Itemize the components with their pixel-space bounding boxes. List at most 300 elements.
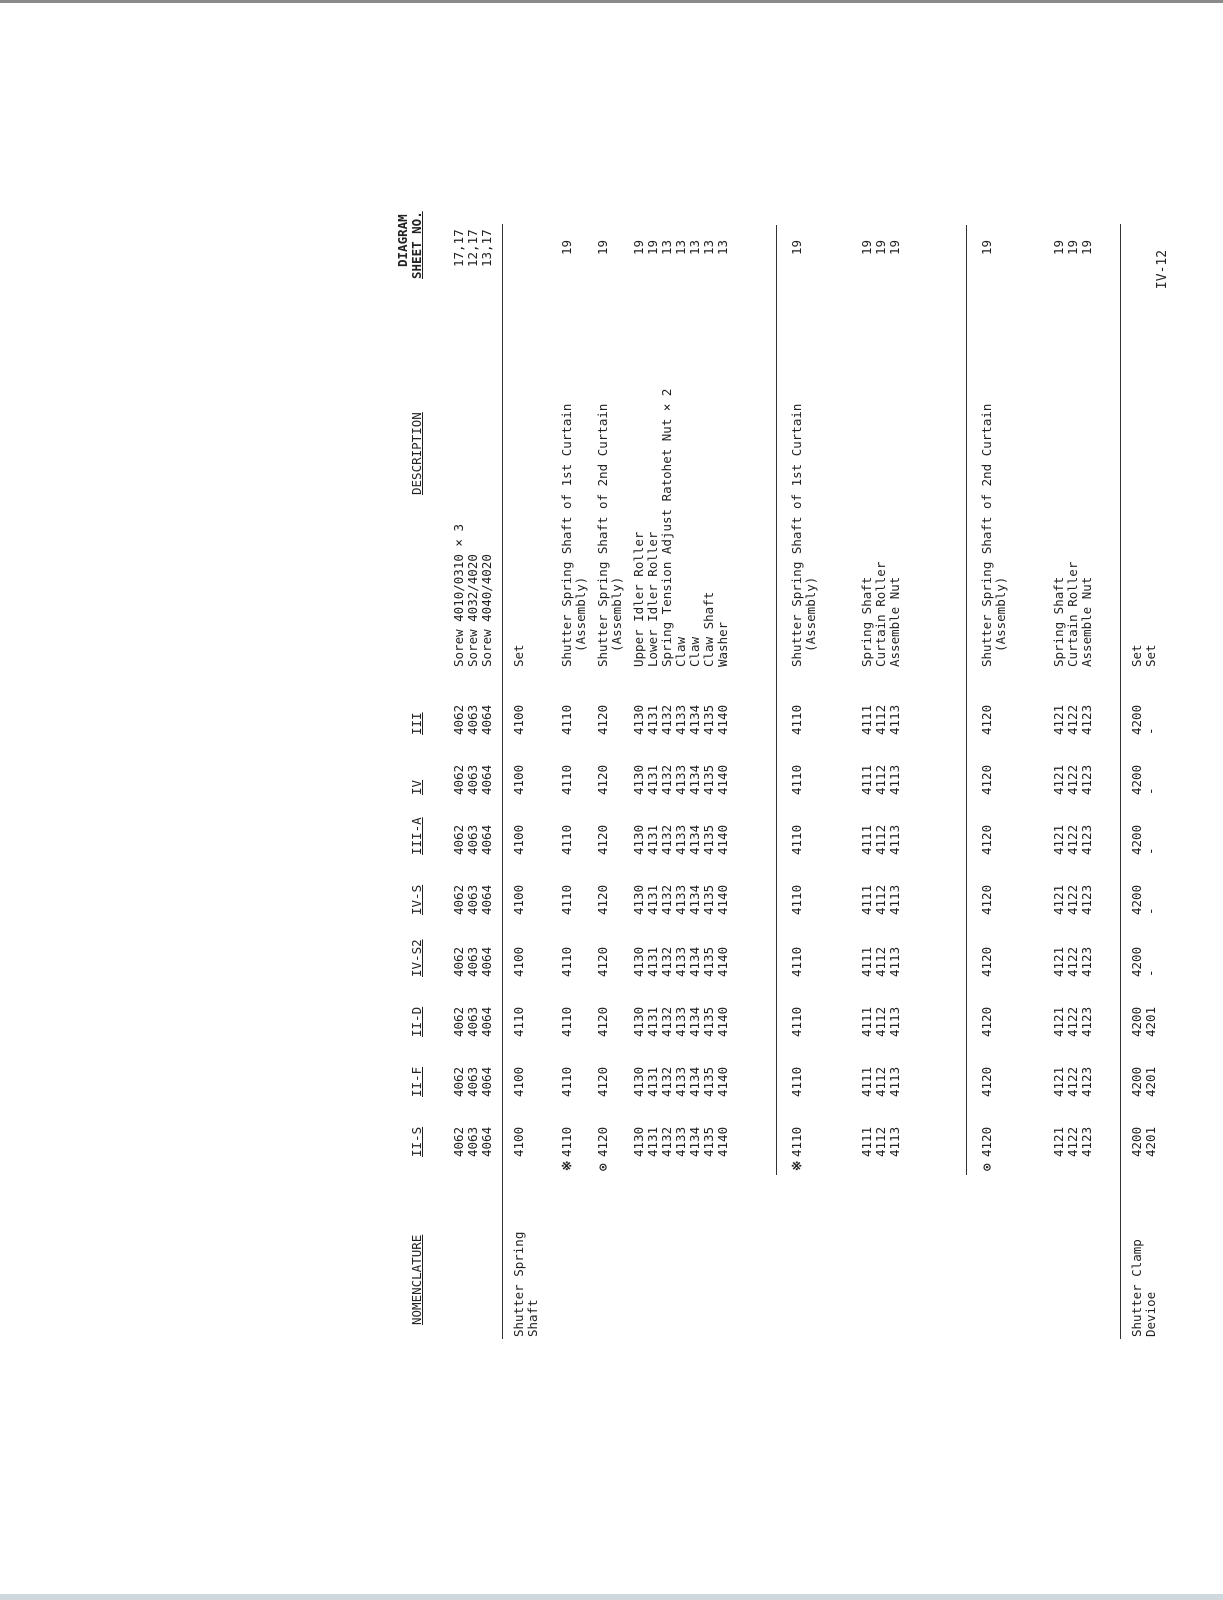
sec4-c6-line: 4200 <box>1129 824 1144 855</box>
sec3-parts-sheet <box>1052 240 1094 255</box>
sec4-c3-line: 4200 <box>1129 1006 1144 1037</box>
sec1-parts-c2-line: 4140 <box>715 1066 730 1097</box>
sec1-r1-c5: 4110 <box>559 884 574 915</box>
sec1-parts-sheet-line: 19 <box>645 239 660 255</box>
sec1-parts-c1-line: 4130 <box>631 1126 646 1157</box>
sec2-parts-desc-line: Curtain Roller <box>873 561 888 667</box>
sec3-parts-desc-line: Spring Shaft <box>1051 576 1066 667</box>
sec2-parts-c7 <box>860 765 902 795</box>
top-c6-line: 4064 <box>479 824 494 855</box>
sec4-c6 <box>1130 825 1158 855</box>
top-sheet-line: 17,17 <box>451 229 466 267</box>
sec1-r2-c1: 4120 <box>595 1126 610 1157</box>
header-nomenclature: NOMENCLATURE <box>409 1234 424 1325</box>
sec2-r1-sheet: 19 <box>789 239 804 255</box>
sec2-parts-c1 <box>860 1127 902 1157</box>
sec1-parts-c3 <box>632 1007 730 1037</box>
sec1-parts-c5-line: 4131 <box>645 884 660 915</box>
sec2-r1-desc-line: (Assembly) <box>803 576 818 667</box>
sec1-r1-sheet: 19 <box>559 239 574 255</box>
sec1-r1-desc <box>560 404 588 667</box>
top-c5 <box>452 885 494 915</box>
header-c1: II-S <box>409 1126 424 1157</box>
sec1-parts-c8-line: 4134 <box>687 704 702 735</box>
header-c2: II-F <box>409 1066 424 1097</box>
sec1-parts-c6-line: 4140 <box>715 824 730 855</box>
sec1-r1-c8: 4110 <box>559 704 574 735</box>
sec1-parts-c7-line: 4140 <box>715 764 730 795</box>
sec2-r1-mark: ※ <box>789 1160 804 1171</box>
sec3-parts-c5-line: 4121 <box>1051 884 1066 915</box>
sec3-parts-c3-line: 4122 <box>1065 1006 1080 1037</box>
sec3-parts-c6 <box>1052 825 1094 855</box>
sec1-parts-c6-line: 4135 <box>701 824 716 855</box>
sec2-parts-c2-line: 4111 <box>859 1066 874 1097</box>
sec1-r1-c4: 4110 <box>559 946 574 977</box>
top-c8 <box>452 705 494 735</box>
sec2-parts-c8-line: 4113 <box>887 704 902 735</box>
sec1-parts-c3-line: 4140 <box>715 1006 730 1037</box>
sec4-desc-line: Set <box>1143 644 1158 667</box>
sec1-set-c8: 4100 <box>511 704 526 735</box>
sec1-parts-c3-line: 4134 <box>687 1006 702 1037</box>
sec1-parts-desc-line: Claw <box>687 636 702 667</box>
sec1-parts-c5-line: 4140 <box>715 884 730 915</box>
section-divider <box>1120 224 1121 1339</box>
sec1-r2-mark: ⊙ <box>595 1163 610 1171</box>
sec1-set-c3: 4110 <box>511 1006 526 1037</box>
sec3-r1-c4: 4120 <box>979 946 994 977</box>
sec1-parts-c6-line: 4132 <box>659 824 674 855</box>
sec1-parts-c1-line: 4132 <box>659 1126 674 1157</box>
top-c6-line: 4062 <box>451 824 466 855</box>
sec1-parts-c4-line: 4132 <box>659 946 674 977</box>
top-c3 <box>452 1007 494 1037</box>
sec3-parts-c1 <box>1052 1127 1094 1157</box>
sec1-parts-c7-line: 4134 <box>687 764 702 795</box>
sec3-parts-sheet-line: 19 <box>1051 239 1066 255</box>
sec1-parts-c8-line: 4130 <box>631 704 646 735</box>
sec2-parts-c5-line: 4113 <box>887 884 902 915</box>
sec2-parts-c1-line: 4113 <box>887 1126 902 1157</box>
sec4-nomenclature-line: Shutter Clamp <box>1129 1239 1144 1337</box>
top-c2-line: 4062 <box>451 1066 466 1097</box>
sec4-c4-line: 4200 <box>1129 946 1144 977</box>
sec2-parts-c2-line: 4113 <box>887 1066 902 1097</box>
sec1-parts-c4-line: 4131 <box>645 946 660 977</box>
sec2-r1-c4: 4110 <box>789 946 804 977</box>
sec1-parts-c4-line: 4135 <box>701 946 716 977</box>
sec4-c8-line: 4200 <box>1129 704 1144 735</box>
sec1-parts-c3-line: 4135 <box>701 1006 716 1037</box>
sec1-parts-c3-line: 4132 <box>659 1006 674 1037</box>
sec1-parts-desc-line: Lower Idler Roller <box>645 531 660 667</box>
sec2-r1-c1: 4110 <box>789 1126 804 1157</box>
sec2-parts-c6-line: 4111 <box>859 824 874 855</box>
sec1-parts-c1-line: 4134 <box>687 1126 702 1157</box>
top-c5-line: 4064 <box>479 884 494 915</box>
sec1-parts-desc-line: Claw <box>673 636 688 667</box>
sec1-parts-desc-line: Spring Tension Adjust Ratohet Nut × 2 <box>659 388 674 667</box>
sec1-nomenclature <box>512 1232 540 1337</box>
sec2-parts-c1-line: 4111 <box>859 1126 874 1157</box>
sec3-parts-sheet-line: 19 <box>1079 239 1094 255</box>
sec1-set-c1: 4100 <box>511 1126 526 1157</box>
sec1-r2-c8: 4120 <box>595 704 610 735</box>
sec4-nomenclature <box>1130 1239 1158 1337</box>
top-c4-line: 4063 <box>465 946 480 977</box>
sec1-parts-sheet-line: 13 <box>687 239 702 255</box>
top-c7-line: 4064 <box>479 764 494 795</box>
sec1-parts-c2-line: 4135 <box>701 1066 716 1097</box>
sec1-parts-c8-line: 4133 <box>673 704 688 735</box>
sec2-r1-c5: 4110 <box>789 884 804 915</box>
top-c2-line: 4064 <box>479 1066 494 1097</box>
top-c8-line: 4063 <box>465 704 480 735</box>
sec1-parts-c8-line: 4140 <box>715 704 730 735</box>
sec1-parts-c8-line: 4135 <box>701 704 716 735</box>
sec4-c2-line: 4200 <box>1129 1066 1144 1097</box>
top-c6-line: 4063 <box>465 824 480 855</box>
sec1-r2-c3: 4120 <box>595 1006 610 1037</box>
header-c4: IV-S2 <box>409 939 424 977</box>
sec2-parts-c7-line: 4111 <box>859 764 874 795</box>
sec3-parts-c8-line: 4123 <box>1079 704 1094 735</box>
sec2-parts-c7-line: 4112 <box>873 764 888 795</box>
sec4-c5-line: 4200 <box>1129 884 1144 915</box>
sec1-r1-c6: 4110 <box>559 824 574 855</box>
sec1-parts-c2-line: 4131 <box>645 1066 660 1097</box>
sec3-r1-c6: 4120 <box>979 824 994 855</box>
sec1-parts-c2-line: 4132 <box>659 1066 674 1097</box>
header-c3: II-D <box>409 1006 424 1037</box>
sec4-c6-line: - <box>1143 847 1158 855</box>
sec1-r2-c7: 4120 <box>595 764 610 795</box>
sec3-parts-c4 <box>1052 947 1094 977</box>
sec2-parts-c5-line: 4112 <box>873 884 888 915</box>
sec2-r1-desc-line: Shutter Spring Shaft of 1st Curtain <box>789 403 804 667</box>
sec1-parts-c1-line: 4131 <box>645 1126 660 1157</box>
sec1-parts-desc-line: Claw Shaft <box>701 591 716 667</box>
sec3-parts-c2-line: 4123 <box>1079 1066 1094 1097</box>
sec1-parts-c1-line: 4140 <box>715 1126 730 1157</box>
sec3-parts-c5 <box>1052 885 1094 915</box>
sec1-parts-sheet <box>632 240 730 255</box>
sec3-parts-c8 <box>1052 705 1094 735</box>
top-c2 <box>452 1067 494 1097</box>
sec1-parts-c2-line: 4130 <box>631 1066 646 1097</box>
parts-list-sheet <box>300 205 1180 1355</box>
sec3-r1-desc <box>980 404 1008 667</box>
sec4-c4 <box>1130 947 1158 977</box>
top-c2-line: 4063 <box>465 1066 480 1097</box>
sec2-parts-c2-line: 4112 <box>873 1066 888 1097</box>
sec3-parts-desc <box>1052 562 1094 667</box>
sec1-parts-sheet-line: 13 <box>701 239 716 255</box>
sec1-r2-desc-line: (Assembly) <box>609 576 624 667</box>
sec3-parts-c1-line: 4123 <box>1079 1126 1094 1157</box>
sec2-r1-desc <box>790 404 818 667</box>
top-c1-line: 4062 <box>451 1126 466 1157</box>
sec1-parts-c7-line: 4131 <box>645 764 660 795</box>
sec1-r1-c2: 4110 <box>559 1066 574 1097</box>
sec1-parts-c5 <box>632 885 730 915</box>
top-sheet <box>452 229 494 267</box>
sec2-parts-c6-line: 4113 <box>887 824 902 855</box>
sec4-c7-line: - <box>1143 787 1158 795</box>
sec3-parts-c1-line: 4121 <box>1051 1126 1066 1157</box>
top-desc-line: Sorew 4010/0310 × 3 <box>451 524 466 667</box>
sec4-c8-line: - <box>1143 727 1158 735</box>
sec2-parts-c8-line: 4112 <box>873 704 888 735</box>
top-c1-line: 4064 <box>479 1126 494 1157</box>
sec1-parts-c1-line: 4135 <box>701 1126 716 1157</box>
sec3-parts-desc-line: Assemble Nut <box>1079 576 1094 667</box>
sec3-parts-c7 <box>1052 765 1094 795</box>
top-c5-line: 4062 <box>451 884 466 915</box>
sec1-parts-c5-line: 4130 <box>631 884 646 915</box>
header-sheet-no: SHEET NO. <box>409 211 424 279</box>
sec1-parts-c6 <box>632 825 730 855</box>
sec3-r1-c8: 4120 <box>979 704 994 735</box>
sec1-parts-c2-line: 4133 <box>673 1066 688 1097</box>
sec1-parts-c5-line: 4133 <box>673 884 688 915</box>
scan-bottom-edge <box>0 1594 1223 1600</box>
sec4-c1 <box>1130 1127 1158 1157</box>
sec2-parts-c2 <box>860 1067 902 1097</box>
sec2-parts-c3-line: 4112 <box>873 1006 888 1037</box>
sec1-r1-c1: 4110 <box>559 1126 574 1157</box>
sec4-nomenclature-line: Devioe <box>1143 1291 1158 1337</box>
sec1-parts-sheet-line: 13 <box>673 239 688 255</box>
sec4-c2 <box>1130 1067 1158 1097</box>
sec1-parts-c7-line: 4130 <box>631 764 646 795</box>
sec1-r1-c3: 4110 <box>559 1006 574 1037</box>
sec3-r1-c2: 4120 <box>979 1066 994 1097</box>
sec1-parts-c8 <box>632 705 730 735</box>
sec1-parts-c2-line: 4134 <box>687 1066 702 1097</box>
top-c3-line: 4063 <box>465 1006 480 1037</box>
sec1-set-c7: 4100 <box>511 764 526 795</box>
sec2-r1-c8: 4110 <box>789 704 804 735</box>
sec3-parts-c6-line: 4123 <box>1079 824 1094 855</box>
sec1-parts-c7-line: 4135 <box>701 764 716 795</box>
sec3-parts-c2-line: 4121 <box>1051 1066 1066 1097</box>
sec1-parts-c6-line: 4134 <box>687 824 702 855</box>
sec4-c3 <box>1130 1007 1158 1037</box>
sec1-parts-c5-line: 4132 <box>659 884 674 915</box>
sec1-parts-c5-line: 4135 <box>701 884 716 915</box>
sec2-parts-c3-line: 4111 <box>859 1006 874 1037</box>
sec3-r1-desc-line: (Assembly) <box>993 576 1008 667</box>
section-divider <box>502 224 503 1339</box>
top-c7-line: 4063 <box>465 764 480 795</box>
top-desc-line: Sorew 4032/4020 <box>465 554 480 667</box>
sec2-parts-c3 <box>860 1007 902 1037</box>
sec4-c1-line: 4200 <box>1129 1126 1144 1157</box>
sec2-parts-c6-line: 4112 <box>873 824 888 855</box>
sec3-parts-c5-line: 4122 <box>1065 884 1080 915</box>
top-c6 <box>452 825 494 855</box>
header-c8: III <box>409 712 424 735</box>
sec3-parts-c8-line: 4121 <box>1051 704 1066 735</box>
sec1-r2-c4: 4120 <box>595 946 610 977</box>
sec3-parts-c2-line: 4122 <box>1065 1066 1080 1097</box>
sec1-parts-c6-line: 4133 <box>673 824 688 855</box>
sec1-r2-desc <box>596 404 624 667</box>
sec4-c7-line: 4200 <box>1129 764 1144 795</box>
sec3-r1-c3: 4120 <box>979 1006 994 1037</box>
sec3-parts-c6-line: 4121 <box>1051 824 1066 855</box>
sec1-parts-c3-line: 4130 <box>631 1006 646 1037</box>
sec3-parts-c1-line: 4122 <box>1065 1126 1080 1157</box>
header-c6: III-A <box>409 817 424 855</box>
top-c7-line: 4062 <box>451 764 466 795</box>
top-c3-line: 4062 <box>451 1006 466 1037</box>
sec3-parts-c4-line: 4123 <box>1079 946 1094 977</box>
header-c5: IV-S <box>409 884 424 915</box>
sec3-parts-c3 <box>1052 1007 1094 1037</box>
sec4-c2-line: 4201 <box>1143 1066 1158 1097</box>
top-sheet-line: 12,17 <box>465 229 480 267</box>
sec3-r1-c1: 4120 <box>979 1126 994 1157</box>
sec4-c1-line: 4201 <box>1143 1126 1158 1157</box>
sec1-parts-c3-line: 4131 <box>645 1006 660 1037</box>
sec1-nomenclature-line: Shaft <box>525 1299 540 1337</box>
sec2-parts-desc <box>860 562 902 667</box>
sec4-desc-line: Set <box>1129 644 1144 667</box>
sec1-set-c6: 4100 <box>511 824 526 855</box>
sec1-r1-desc-line: Shutter Spring Shaft of 1st Curtain <box>559 403 574 667</box>
sec2-r1-c7: 4110 <box>789 764 804 795</box>
sec1-parts-c7 <box>632 765 730 795</box>
sec2-parts-c1-line: 4112 <box>873 1126 888 1157</box>
top-c7 <box>452 765 494 795</box>
sec1-r2-c5: 4120 <box>595 884 610 915</box>
top-sheet-line: 13,17 <box>479 229 494 267</box>
sec4-c5-line: - <box>1143 907 1158 915</box>
sec2-parts-c8 <box>860 705 902 735</box>
sec4-c7 <box>1130 765 1158 795</box>
sec3-parts-c7-line: 4122 <box>1065 764 1080 795</box>
sec1-set-c5: 4100 <box>511 884 526 915</box>
sec1-parts-c4-line: 4140 <box>715 946 730 977</box>
sec3-parts-c4-line: 4122 <box>1065 946 1080 977</box>
sec2-parts-sheet-line: 19 <box>873 239 888 255</box>
sec2-parts-c4-line: 4112 <box>873 946 888 977</box>
sec3-r1-mark: ⊙ <box>979 1163 994 1171</box>
sec1-set-desc: Set <box>511 644 526 667</box>
sec4-c8 <box>1130 705 1158 735</box>
sec3-parts-c7-line: 4123 <box>1079 764 1094 795</box>
page-number: IV-12 <box>1155 249 1171 290</box>
sec2-parts-c7-line: 4113 <box>887 764 902 795</box>
sec1-parts-c4-line: 4130 <box>631 946 646 977</box>
sec1-parts-sheet-line: 19 <box>631 239 646 255</box>
sec1-r2-c6: 4120 <box>595 824 610 855</box>
sec4-c5 <box>1130 885 1158 915</box>
sec2-r1-c2: 4110 <box>789 1066 804 1097</box>
sec2-r1-c6: 4110 <box>789 824 804 855</box>
sec1-parts-desc-line: Upper Idler Roller <box>631 531 646 667</box>
sec1-parts-c7-line: 4132 <box>659 764 674 795</box>
sec3-r1-desc-line: Shutter Spring Shaft of 2nd Curtain <box>979 403 994 667</box>
sec2-parts-desc-line: Spring Shaft <box>859 576 874 667</box>
sec3-r1-sheet: 19 <box>979 239 994 255</box>
sec2-parts-c5-line: 4111 <box>859 884 874 915</box>
sec1-parts-c8-line: 4132 <box>659 704 674 735</box>
top-c4 <box>452 947 494 977</box>
sec4-c3-line: 4201 <box>1143 1006 1158 1037</box>
top-c3-line: 4064 <box>479 1006 494 1037</box>
sec3-parts-c6-line: 4122 <box>1065 824 1080 855</box>
sec1-parts-c6-line: 4131 <box>645 824 660 855</box>
header-description: DESCRIPTION <box>409 412 424 495</box>
sec1-parts-c4 <box>632 947 730 977</box>
sec3-parts-c3-line: 4123 <box>1079 1006 1094 1037</box>
section-divider <box>966 225 967 1175</box>
sec2-parts-sheet-line: 19 <box>859 239 874 255</box>
sec1-r2-c2: 4120 <box>595 1066 610 1097</box>
top-c4-line: 4064 <box>479 946 494 977</box>
sec2-parts-c6 <box>860 825 902 855</box>
sec4-desc <box>1130 644 1158 667</box>
sec3-parts-desc-line: Curtain Roller <box>1065 561 1080 667</box>
sec1-parts-c7-line: 4133 <box>673 764 688 795</box>
sec3-parts-c7-line: 4121 <box>1051 764 1066 795</box>
top-desc-line: Sorew 4040/4020 <box>479 554 494 667</box>
top-c8-line: 4062 <box>451 704 466 735</box>
sec2-parts-desc-line: Assemble Nut <box>887 576 902 667</box>
sec2-parts-c8-line: 4111 <box>859 704 874 735</box>
sec1-parts-c5-line: 4134 <box>687 884 702 915</box>
sec1-parts-sheet-line: 13 <box>659 239 674 255</box>
sec1-parts-c2 <box>632 1067 730 1097</box>
header-c7: IV <box>409 779 424 795</box>
sec3-parts-sheet-line: 19 <box>1065 239 1080 255</box>
top-c5-line: 4063 <box>465 884 480 915</box>
sec1-parts-c1-line: 4133 <box>673 1126 688 1157</box>
sec1-parts-desc <box>632 389 730 667</box>
sec3-parts-c5-line: 4123 <box>1079 884 1094 915</box>
header-diagram: DIAGRAM <box>395 214 410 267</box>
sec2-parts-c4 <box>860 947 902 977</box>
sec1-set-c4: 4100 <box>511 946 526 977</box>
sec1-parts-c4-line: 4134 <box>687 946 702 977</box>
sec2-parts-c5 <box>860 885 902 915</box>
sec1-parts-c1 <box>632 1127 730 1157</box>
sec2-r1-c3: 4110 <box>789 1006 804 1037</box>
sec1-r1-c7: 4110 <box>559 764 574 795</box>
scan-top-edge <box>0 0 1223 3</box>
sec3-parts-c3-line: 4121 <box>1051 1006 1066 1037</box>
top-c1-line: 4063 <box>465 1126 480 1157</box>
section-divider <box>776 225 777 1175</box>
sec1-parts-c8-line: 4131 <box>645 704 660 735</box>
sec2-parts-c4-line: 4111 <box>859 946 874 977</box>
sec1-parts-c3-line: 4133 <box>673 1006 688 1037</box>
sec1-parts-c6-line: 4130 <box>631 824 646 855</box>
sec1-parts-c4-line: 4133 <box>673 946 688 977</box>
top-c4-line: 4062 <box>451 946 466 977</box>
sec3-r1-c5: 4120 <box>979 884 994 915</box>
sec2-parts-sheet-line: 19 <box>887 239 902 255</box>
sec1-r1-mark: ※ <box>559 1160 574 1171</box>
sec1-r1-desc-line: (Assembly) <box>573 576 588 667</box>
sec1-parts-sheet-line: 13 <box>715 239 730 255</box>
sec3-parts-c8-line: 4122 <box>1065 704 1080 735</box>
sec2-parts-c4-line: 4113 <box>887 946 902 977</box>
